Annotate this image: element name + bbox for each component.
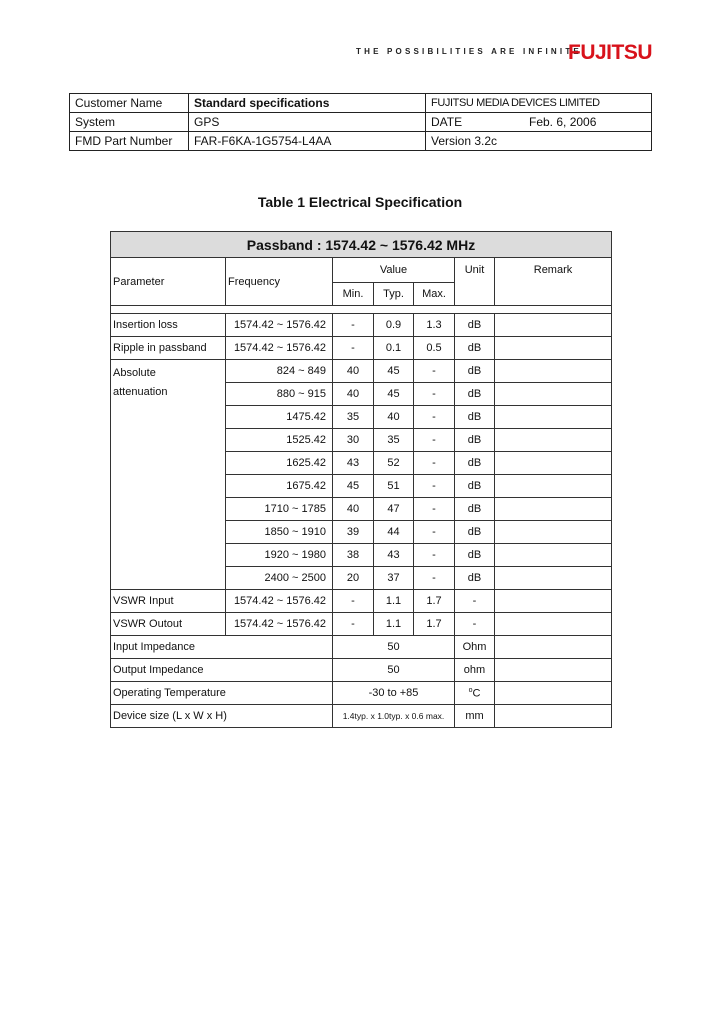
unit-cell: dB xyxy=(455,498,495,521)
table-row xyxy=(111,705,612,728)
col-frequency: Frequency xyxy=(226,258,333,306)
min-cell: - xyxy=(333,337,374,360)
table-title: Table 1 Electrical Specification xyxy=(257,194,463,210)
min-cell: 39 xyxy=(333,521,374,544)
typ-cell: 1.1 xyxy=(374,613,414,636)
remark-cell xyxy=(495,498,612,521)
system-label: System xyxy=(70,113,189,132)
freq-cell: 1574.42 ~ 1576.42 xyxy=(226,337,333,360)
param-operating-temperature: Operating Temperature xyxy=(111,682,333,705)
typ-cell: 0.9 xyxy=(374,314,414,337)
unit-text: C xyxy=(472,687,481,700)
remark-cell xyxy=(495,314,612,337)
freq-cell: 1920 ~ 1980 xyxy=(226,544,333,567)
param-vswr-input: VSWR Input xyxy=(111,590,226,613)
part-number-value: FAR-F6KA-1G5754-L4AA xyxy=(189,132,426,151)
table-row xyxy=(111,360,612,383)
value-cell: 50 xyxy=(333,659,455,682)
remark-cell xyxy=(495,659,612,682)
freq-cell: 1850 ~ 1910 xyxy=(226,521,333,544)
max-cell: - xyxy=(414,567,455,590)
max-cell: 0.5 xyxy=(414,337,455,360)
remark-cell xyxy=(495,475,612,498)
fujitsu-logo: FUJITSU xyxy=(568,41,653,64)
remark-cell xyxy=(495,613,612,636)
min-cell: 45 xyxy=(333,475,374,498)
part-number-label: FMD Part Number xyxy=(70,132,189,151)
param-absolute-attenuation xyxy=(111,360,226,590)
param-output-impedance: Output Impedance xyxy=(111,659,333,682)
unit-cell: dB xyxy=(455,429,495,452)
unit-cell: dB xyxy=(455,337,495,360)
col-parameter: Parameter xyxy=(111,258,226,306)
typ-cell: 45 xyxy=(374,360,414,383)
unit-cell: dB xyxy=(455,406,495,429)
freq-cell: 1710 ~ 1785 xyxy=(226,498,333,521)
typ-cell: 47 xyxy=(374,498,414,521)
unit-cell: dB xyxy=(455,475,495,498)
table-row xyxy=(111,314,612,337)
min-cell: 35 xyxy=(333,406,374,429)
value-cell: 1.4typ. x 1.0typ. x 0.6 max. xyxy=(333,705,455,728)
max-cell: - xyxy=(414,452,455,475)
max-cell: - xyxy=(414,360,455,383)
table-row xyxy=(111,613,612,636)
param-ripple: Ripple in passband xyxy=(111,337,226,360)
max-cell: - xyxy=(414,475,455,498)
max-cell: - xyxy=(414,544,455,567)
freq-cell: 1574.42 ~ 1576.42 xyxy=(226,613,333,636)
freq-cell: 880 ~ 915 xyxy=(226,383,333,406)
value-cell: 50 xyxy=(333,636,455,659)
param-insertion-loss: Insertion loss xyxy=(111,314,226,337)
customer-value: Standard specifications xyxy=(189,94,426,113)
min-cell: 38 xyxy=(333,544,374,567)
remark-cell xyxy=(495,521,612,544)
remark-cell xyxy=(495,360,612,383)
header-info-table xyxy=(69,93,652,151)
table-row xyxy=(111,659,612,682)
remark-cell xyxy=(495,682,612,705)
min-cell: 20 xyxy=(333,567,374,590)
atten-label-1: Absolute xyxy=(113,367,156,379)
typ-cell: 43 xyxy=(374,544,414,567)
typ-cell: 1.1 xyxy=(374,590,414,613)
unit-cell: dB xyxy=(455,544,495,567)
table-row xyxy=(111,636,612,659)
min-cell: 40 xyxy=(333,498,374,521)
col-max: Max. xyxy=(414,283,455,306)
min-cell: 40 xyxy=(333,360,374,383)
remark-cell xyxy=(495,452,612,475)
passband-header: Passband : 1574.42 ~ 1576.42 MHz xyxy=(111,232,612,258)
unit-cell: Ohm xyxy=(455,636,495,659)
date-label: DATE xyxy=(426,113,525,132)
remark-cell xyxy=(495,544,612,567)
freq-cell: 1625.42 xyxy=(226,452,333,475)
max-cell: 1.7 xyxy=(414,613,455,636)
brand-tagline: THE POSSIBILITIES ARE INFINITE xyxy=(356,47,582,56)
typ-cell: 44 xyxy=(374,521,414,544)
unit-cell: ohm xyxy=(455,659,495,682)
table-row xyxy=(111,682,612,705)
max-cell: - xyxy=(414,383,455,406)
unit-cell xyxy=(455,682,495,705)
remark-cell xyxy=(495,429,612,452)
typ-cell: 52 xyxy=(374,452,414,475)
max-cell: - xyxy=(414,406,455,429)
max-cell: 1.3 xyxy=(414,314,455,337)
remark-cell xyxy=(495,636,612,659)
col-remark: Remark xyxy=(495,258,612,306)
freq-cell: 1525.42 xyxy=(226,429,333,452)
remark-cell xyxy=(495,590,612,613)
max-cell: - xyxy=(414,429,455,452)
unit-cell: - xyxy=(455,613,495,636)
min-cell: 30 xyxy=(333,429,374,452)
customer-label: Customer Name xyxy=(70,94,189,113)
freq-cell: 1574.42 ~ 1576.42 xyxy=(226,314,333,337)
col-min: Min. xyxy=(333,283,374,306)
min-cell: 43 xyxy=(333,452,374,475)
unit-cell: dB xyxy=(455,383,495,406)
param-vswr-output: VSWR Outout xyxy=(111,613,226,636)
freq-cell: 1675.42 xyxy=(226,475,333,498)
col-value: Value xyxy=(333,258,455,283)
param-input-impedance: Input Impedance xyxy=(111,636,333,659)
company-name: FUJITSU MEDIA DEVICES LIMITED xyxy=(426,94,652,113)
system-value: GPS xyxy=(189,113,426,132)
typ-cell: 40 xyxy=(374,406,414,429)
max-cell: - xyxy=(414,498,455,521)
freq-cell: 1574.42 ~ 1576.42 xyxy=(226,590,333,613)
typ-cell: 45 xyxy=(374,383,414,406)
unit-cell: dB xyxy=(455,567,495,590)
max-cell: 1.7 xyxy=(414,590,455,613)
freq-cell: 2400 ~ 2500 xyxy=(226,567,333,590)
remark-cell xyxy=(495,383,612,406)
table-row xyxy=(111,590,612,613)
remark-cell xyxy=(495,567,612,590)
max-cell: - xyxy=(414,521,455,544)
min-cell: - xyxy=(333,314,374,337)
typ-cell: 37 xyxy=(374,567,414,590)
unit-cell: mm xyxy=(455,705,495,728)
value-cell: -30 to +85 xyxy=(333,682,455,705)
atten-label-2: attenuation xyxy=(113,386,168,398)
unit-cell: dB xyxy=(455,360,495,383)
electrical-spec-table xyxy=(110,231,612,728)
typ-cell: 0.1 xyxy=(374,337,414,360)
min-cell: - xyxy=(333,613,374,636)
table-row xyxy=(111,337,612,360)
min-cell: 40 xyxy=(333,383,374,406)
freq-cell: 824 ~ 849 xyxy=(226,360,333,383)
remark-cell xyxy=(495,705,612,728)
unit-cell: dB xyxy=(455,452,495,475)
param-device-size: Device size (L x W x H) xyxy=(111,705,333,728)
freq-cell: 1475.42 xyxy=(226,406,333,429)
degree-mark: o xyxy=(468,686,473,694)
min-cell: - xyxy=(333,590,374,613)
col-unit: Unit xyxy=(455,258,495,306)
version: Version 3.2c xyxy=(426,132,652,151)
unit-cell: dB xyxy=(455,314,495,337)
unit-cell: dB xyxy=(455,521,495,544)
typ-cell: 51 xyxy=(374,475,414,498)
col-typ: Typ. xyxy=(374,283,414,306)
remark-cell xyxy=(495,406,612,429)
date-value: Feb. 6, 2006 xyxy=(524,113,652,132)
unit-cell: - xyxy=(455,590,495,613)
remark-cell xyxy=(495,337,612,360)
typ-cell: 35 xyxy=(374,429,414,452)
